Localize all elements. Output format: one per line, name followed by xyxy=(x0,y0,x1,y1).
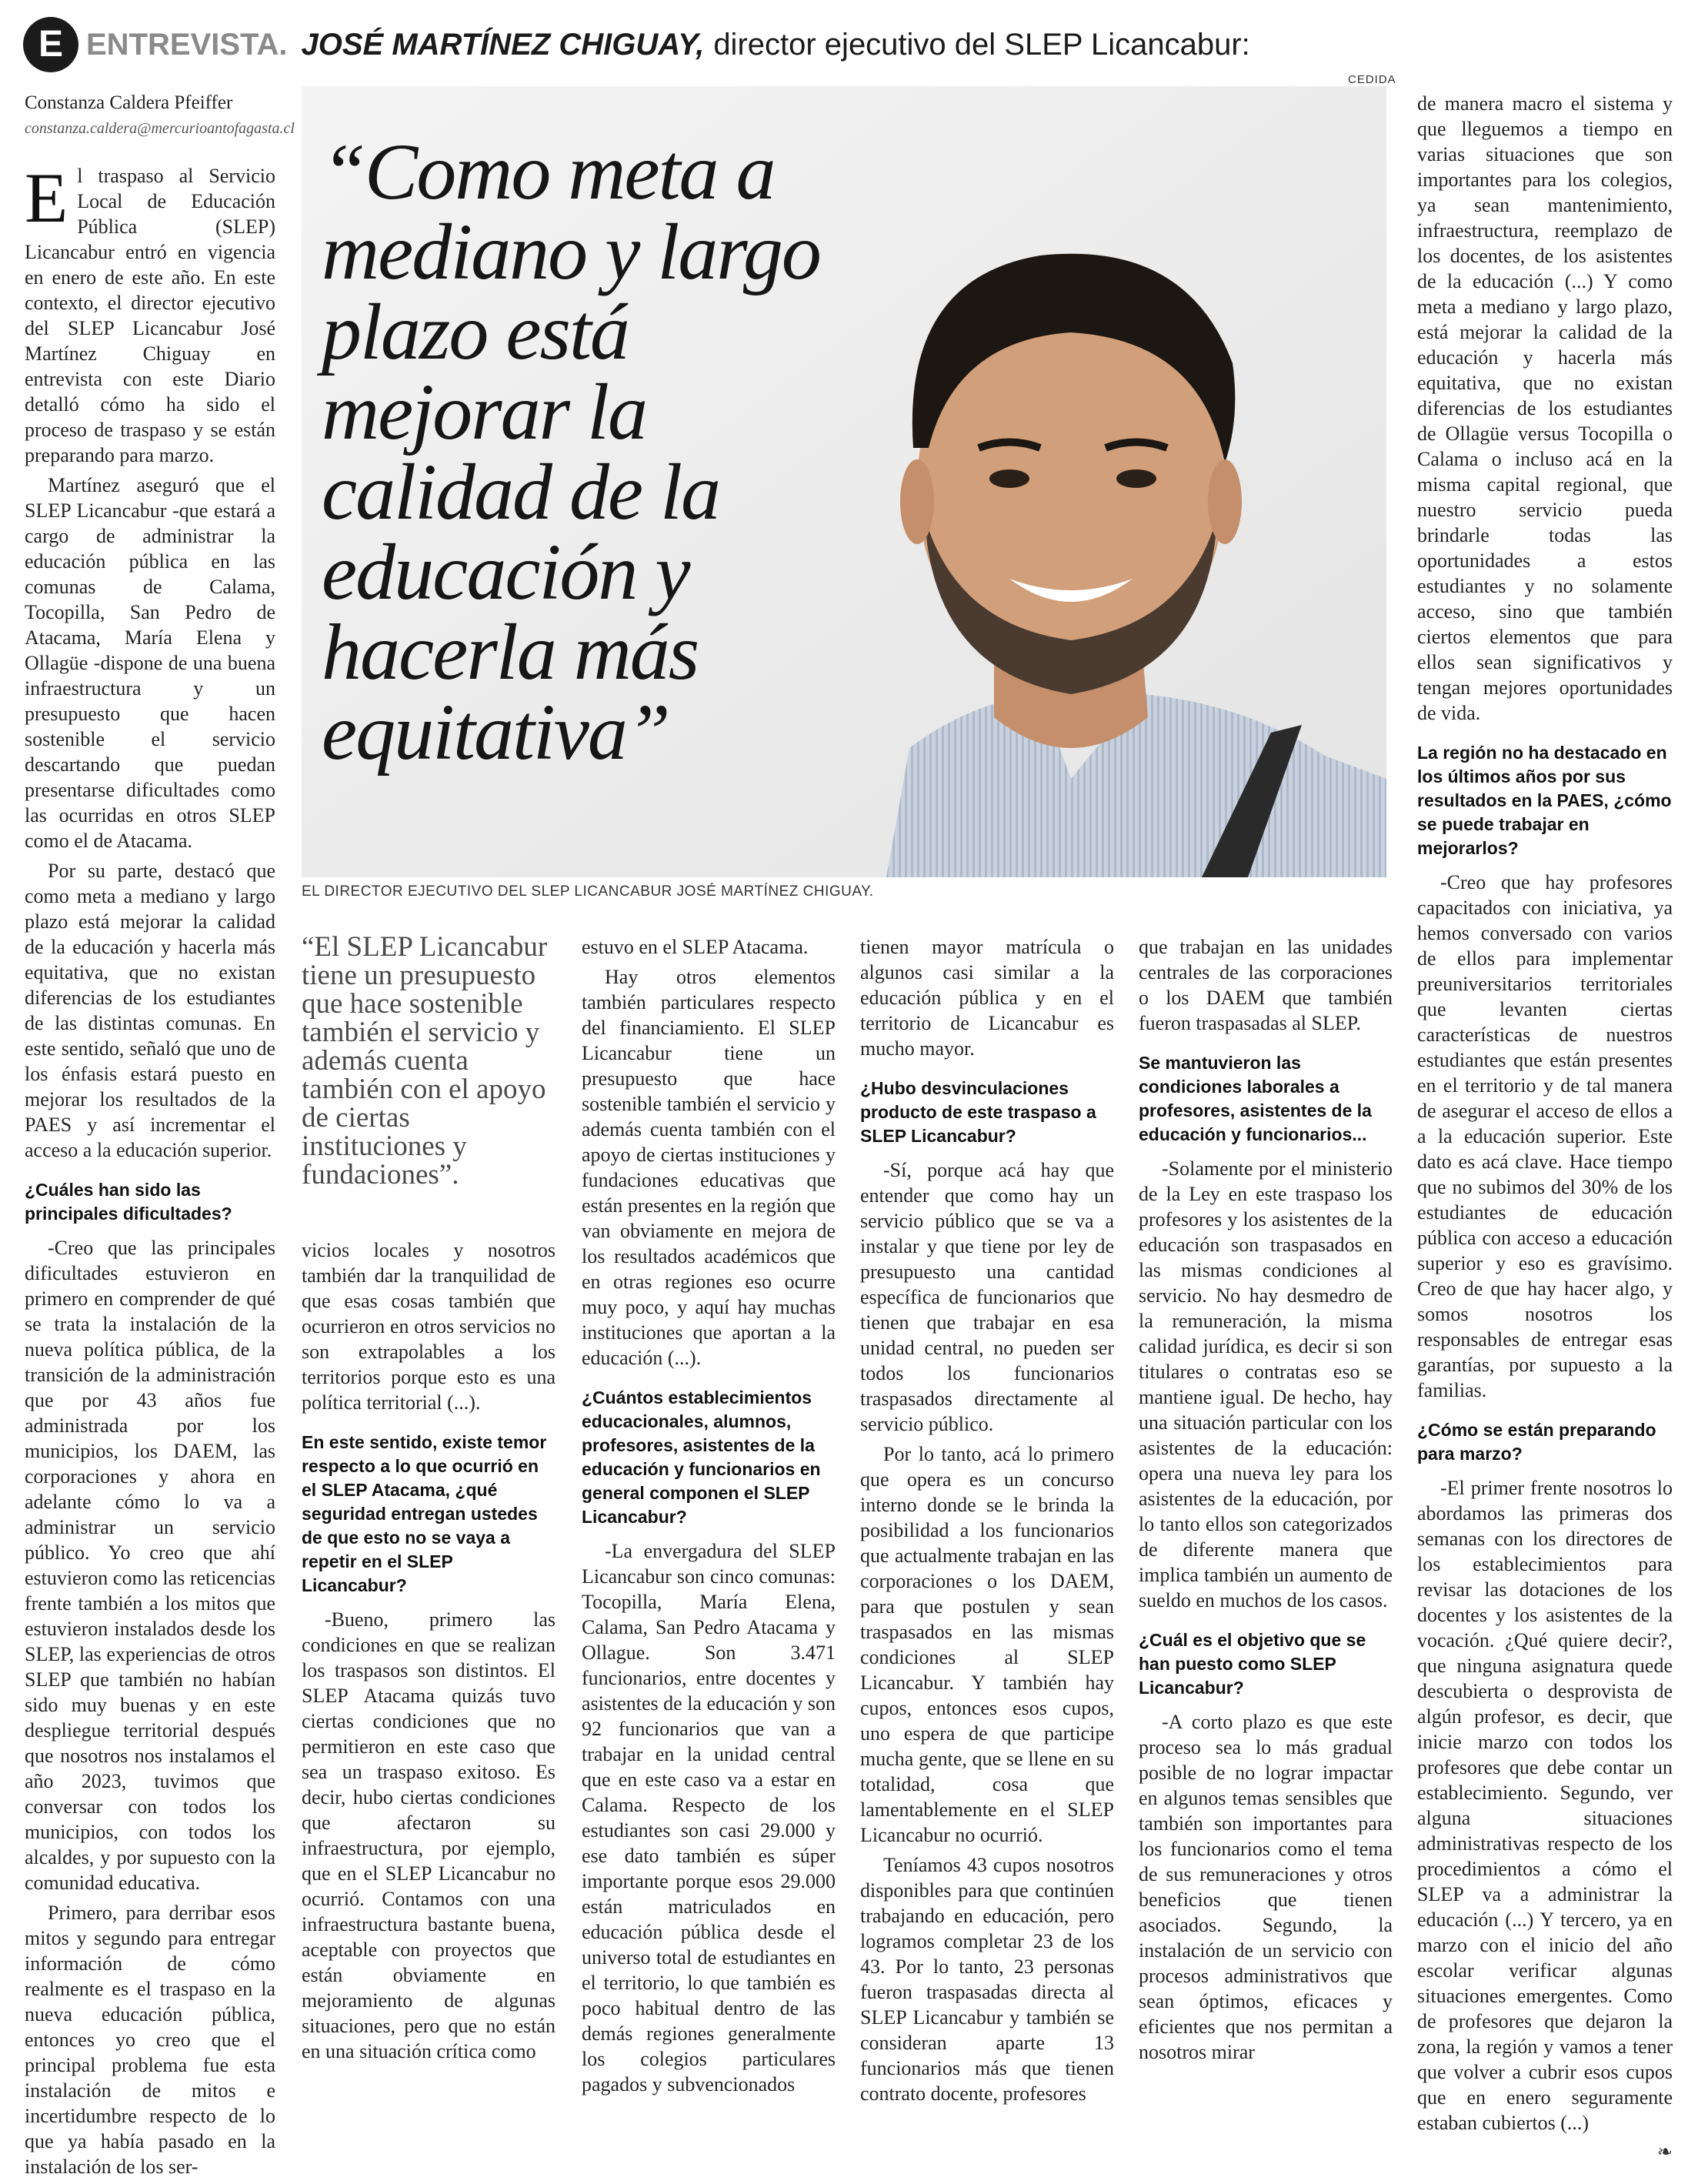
interview-question: ¿Cuál es el objetivo que se han puesto como SLEP Licancabur? xyxy=(1139,1630,1366,1698)
interview-question: En este sentido, existe temor respecto a lo que ocurrió en el SLEP Atacama, ¿qué seguridad entregan ustedes de que esto no se vaya a repetir en el SLEP Licancabur? xyxy=(302,1432,547,1595)
article-paragraph: -Creo que las principales dificultades estuvieron en primero en comprender de qué se trata la instalación de la nueva política pública, de la transición de la administración que por 43 años fue administrada por los municipios, los DAEM, las corporaciones y ahora en adelante cómo lo va a administrar un servicio público. Yo creo que ahí estuvieron como las reticencias frente también a los mitos que estuvieron instalados desde los SLEP, las experiencias de otros SLEP que también no habían sido muy buenas y en este despliegue territorial después que nosotros nos instalamos el año 2023, tuvimos que conversar con todos los municipios, con todos los alcaldes, y por supuesto con la comunidad educativa. xyxy=(25,1237,275,1894)
article-paragraph: -Creo que hay profesores capacitados con iniciativa, ya hemos conversado con varios de ellos para implementar preuniversitarios territoriales que levanten ciertas características de nuestros estudiantes que están presentes en el territorio y de tal manera de asegurar el acceso de ellos a a la educación superior. Este dato es acá clave. Hace tiempo que no subimos del 30% de los estudiantes de educación pública con acceso a educación superior y eso es gravísimo. Creo de que hay hacer algo, y somos nosotros los responsables de entregar esas garantías, por supuesto a la familias. xyxy=(1417,871,1673,1401)
article-paragraph: Por su parte, destacó que como meta a mediano y largo plazo está mejorar la calidad de la educación y hacerla más equitativa, que no existan diferencias de los estudiantes de las distintas comunas. En este sentido, señaló que uno de los énfasis estará puesto en mejorar los resultados de la PAES y así incrementar el acceso a la educación superior. xyxy=(25,860,275,1161)
article-column-4 xyxy=(860,934,1114,2111)
interviewee-name: JOSÉ MARTÍNEZ CHIGUAY, xyxy=(301,28,705,62)
article-column-3 xyxy=(582,934,836,2102)
article-paragraph: Hay otros elementos también particulares respecto del financiamiento. El SLEP Licancabur tiene un presupuesto que hace sostenible también el servicio y además cuenta también con el apoyo de ciertas instituciones y fundaciones educativas que están presentes en la región que van obviamente en mejora de los resultados académicos que en otras regiones eso ocurre muy poco, y aquí hay muchas instituciones que aportan a la educación (...). xyxy=(582,966,836,1369)
article-paragraph: -El primer frente nosotros lo abordamos las primeras dos semanas con los directores de los establecimientos para revisar las dotaciones de los docentes y los asistentes de la vocación. ¿Qué quiere decir?, que ninguna asignatura quede descubierta o desprovista de algún profesor, es decir, que inicie marzo con todos los profesores que debe contar un establecimiento. Segundo, ver alguna situaciones administrativas respecto de los procedimientos a cómo el SLEP va a administrar la educación (...) Y tercero, ya en marzo con el inicio del año escolar verificar algunas situaciones emergentes. Como de profesores que dejaron la zona, la región y vamos a tener que volver a cubrir esos cupos que en enero seguramente estaban cubiertos (...) xyxy=(1417,1477,1673,2134)
interview-question: ¿Cuáles han sido las principales dificultades? xyxy=(25,1180,232,1224)
article-paragraph: estuvo en el SLEP Atacama. xyxy=(582,936,809,958)
article-paragraph: -Sí, porque acá hay que entender que como hay un servicio público que se va a instalar y que tiene por ley de presupuesto una cantidad específica de funcionarios que tienen que trabajar en esa unidad central, no pueden ser todos los funcionarios traspasados directamente al servicio público. xyxy=(860,1159,1114,1435)
portrait-photo xyxy=(302,86,1386,877)
article-column-6 xyxy=(1417,91,1673,2166)
article-paragraph: Martínez aseguró que el SLEP Licancabur -que estará a cargo de administrar la educación pública en las comunas de Calama, Tocopilla, San Pedro de Atacama, María Elena y Ollagüe -dispone de una buena infraestructura y un presupuesto que hacen sostenible el servicio descartando que puedan presentarse dificultades como las ocurridas en otros SLEP como el de Atacama. xyxy=(25,474,275,852)
interview-question: Se mantuvieron las condiciones laborales a profesores, asistentes de la educación y funcionarios... xyxy=(1139,1053,1372,1144)
section-badge: E xyxy=(23,17,78,72)
pull-quote: “El SLEP Licancabur tiene un presupuesto que hace sostenible también el servicio y además cuenta también con el apoyo de ciertas instituciones y fundaciones”. xyxy=(302,931,548,1191)
interviewee-role: director ejecutivo del SLEP Licancabur: xyxy=(713,28,1250,62)
article-paragraph: El traspaso al Servicio Local de Educación Pública (SLEP) Licancabur entró en vigencia en enero de este año. En este contexto, el director ejecutivo del SLEP Licancabur José Martínez Chiguay en entrevista con este Diario detalló cómo ha sido el proceso de traspaso y se están preparando para marzo. xyxy=(25,159,275,466)
article-paragraph: -Solamente por el ministerio de la Ley en este traspaso los profesores y los asistentes de la educación son traspasados en las mismas condiciones al servicio. No hay desmedro de la remuneración, la misma calidad jurídica, es decir si son titulares o contratas eso se mantiene igual. De hecho, hay una situación particular con los asistentes de la educación: opera una nueva ley para los asistentes de la educación, por lo tanto ellos son categorizados de diferente manera que implica también un aumento de sueldo en muchos de los casos. xyxy=(1139,1157,1393,1611)
article-paragraph: -Bueno, primero las condiciones en que se realizan los traspasos son distintos. El SLEP Atacama quizás tuvo ciertas condiciones que no permitieron en este caso que sea un traspaso exitoso. Es decir, hubo ciertas condiciones que afectaron su infraestructura, por ejemplo, que en el SLEP Licancabur no ocurrió. Contamos con una infraestructura bastante buena, aceptable con proyectos que están obviamente en mejoramiento de algunas situaciones, pero que no están en una situación crítica como xyxy=(302,1608,555,2062)
section-header xyxy=(23,17,1685,78)
article-paragraph: Teníamos 43 cupos nosotros disponibles para que continúen trabajando en educación, pero logramos completar 23 de los 43. Por lo tanto, 23 personas fueron traspasadas directa al SLEP Licancabur y también se consideran aparte 13 funcionarios más que tienen contrato docente, profesores xyxy=(860,1854,1114,2105)
author-name: Constanza Caldera Pfeiffer xyxy=(25,92,233,113)
interview-question: ¿Hubo desvinculaciones producto de este traspaso a SLEP Licancabur? xyxy=(860,1078,1096,1146)
article-paragraph: vicios locales y nosotros también dar la tranquilidad de que esas cosas también que ocurrieron en otros servicios no son extrapolables a los territorios porque esto es una política territorial (...). xyxy=(302,1239,555,1414)
article-paragraph: que trabajan en las unidades centrales de las corporaciones o los DAEM que también fueron traspasadas al SLEP. xyxy=(1139,936,1393,1034)
interview-question: La región no ha destacado en los últimos años por sus resultados en la PAES, ¿cómo se puede trabajar en mejorarlos? xyxy=(1417,743,1672,858)
author-email: constanza.caldera@mercurioantofagasta.cl xyxy=(25,120,295,137)
interview-question: ¿Cuántos establecimientos educacionales, alumnos, profesores, asistentes de la educación y funcionarios en general componen el SLEP Licancabur? xyxy=(582,1388,821,1527)
end-of-article-icon: ❧ xyxy=(1656,2142,1673,2162)
article-paragraph: -A corto plazo es que este proceso sea lo más gradual posible de no lograr impactar en algunos temas sensibles que también son importantes para los funcionarios como el tema de sus remuneraciones y otros beneficios que tienen asociados. Segundo, la instalación de un servicio con procesos administrativos que sean óptimos, eficaces y eficientes que nos permitan a nosotros mirar xyxy=(1139,1711,1393,2063)
photo-credit: CEDIDA xyxy=(1348,73,1396,86)
byline xyxy=(25,92,295,138)
article-column-2 xyxy=(302,1237,555,2069)
article-column-1 xyxy=(25,159,275,2184)
section-label: ENTREVISTA. xyxy=(86,28,288,62)
article-paragraph: de manera macro el sistema y que lleguemos a tiempo en varias situaciones que son importantes para los colegios, ya sean mantenimiento, infraestructura, reemplazo de los docentes, de los asistentes de la educación (...) Y como meta a mediano y largo plazo, está mejorar la calidad de la educación y hacerla más equitativa, que no existan diferencias de los estudiantes de Ollagüe versus Tocopilla o Calama o incluso acá en la misma capital regional, que nuestro servicio pueda brindarle todas las oportunidades a estos estudiantes y no solamente acceso, sino que también ciertos elementos que para ellos sean significativos y tengan mejores oportunidades de vida. xyxy=(1417,92,1673,724)
article-paragraph: Por lo tanto, acá lo primero que opera es un concurso interno donde se le brinda la posibilidad a los funcionarios que actualmente trabajan en las corporaciones o los DAEM, para que postulen y sean traspasados en las mismas condiciones al SLEP Licancabur. Y también hay cupos, entonces esos cupos, uno espera de que participe mucha gente, que se llene en su totalidad, cosa que lamentablemente en el SLEP Licancabur no ocurrió. xyxy=(860,1443,1114,1846)
article-paragraph: Primero, para derribar esos mitos y segundo para entregar información de cómo realmente es el traspaso en la nueva educación pública, entonces yo creo que el principal problema fue esta instalación de mitos e incertidumbre respecto de lo que ya había pasado en la instalación de los ser- xyxy=(25,1902,275,2178)
article-column-5 xyxy=(1139,934,1393,2069)
headline-quote: “Como meta a mediano y largo plazo está mejorar la calidad de la educación y hacerla más equitativa” xyxy=(322,128,820,776)
drop-cap: E xyxy=(25,159,68,237)
article-paragraph: tienen mayor matrícula o algunos casi similar a la educación pública y en el territorio de Licancabur es mucho mayor. xyxy=(860,936,1114,1060)
article-paragraph: -La envergadura del SLEP Licancabur son cinco comunas: Tocopilla, María Elena, Calama, San Pedro Atacama y Ollague. Son 3.471 funcionarios, entre docentes y asistentes de la educación y son 92 funcionarios que van a trabajar en la unidad central que en este caso va a estar en Calama. Respecto de los estudiantes son casi 29.000 y ese dato también es súper importante porque esos 29.000 están matriculados en educación pública desde el universo total de estudiantes en el territorio, lo que también es poco habitual dentro de las demás regiones generalmente los colegios particulares pagados y subvencionados xyxy=(582,1540,836,2096)
header-line xyxy=(86,28,1250,62)
photo-caption: EL DIRECTOR EJECUTIVO DEL SLEP LICANCABUR JOSÉ MARTÍNEZ CHIGUAY. xyxy=(302,883,874,900)
interview-question: ¿Cómo se están preparando para marzo? xyxy=(1417,1420,1656,1464)
